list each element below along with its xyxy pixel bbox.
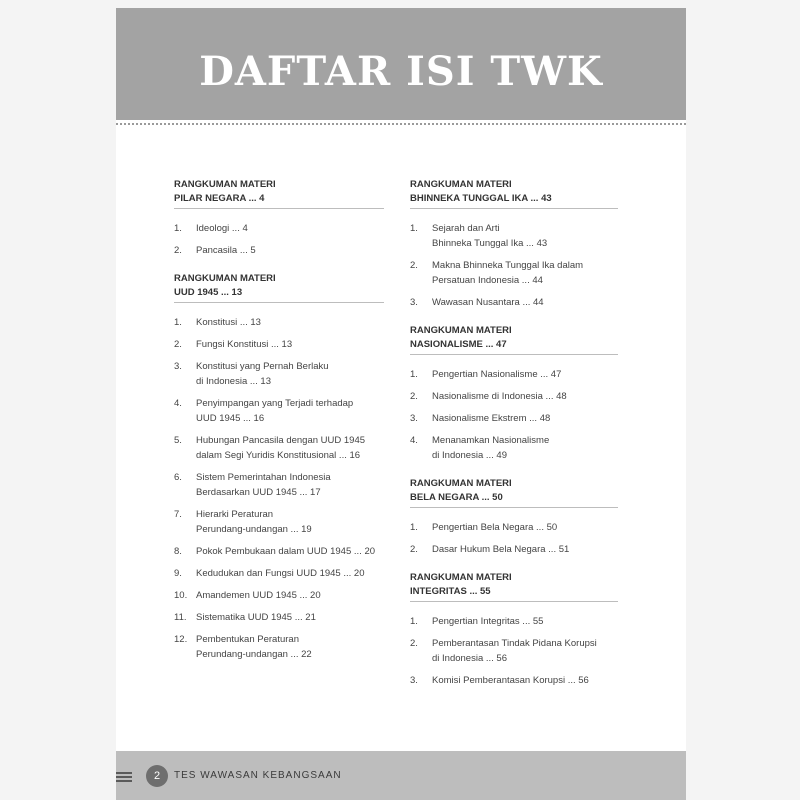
entry-text: Menanamkan Nasionalisme di Indonesia ... 49 xyxy=(432,435,550,461)
document-page xyxy=(116,8,686,800)
entry-number: 4. xyxy=(174,398,182,409)
toc-entry xyxy=(410,221,618,251)
section-title: RANGKUMAN MATERI BELA NEGARA ... 50 xyxy=(410,477,618,508)
entry-number: 2. xyxy=(410,391,418,402)
entry-number: 8. xyxy=(174,546,182,557)
toc-entry xyxy=(410,258,618,288)
dotted-divider xyxy=(116,123,686,125)
entry-text: Pengertian Integritas ... 55 xyxy=(432,616,544,627)
entry-text: Nasionalisme Ekstrem ... 48 xyxy=(432,413,551,424)
toc-entry xyxy=(174,396,384,426)
menu-lines-icon xyxy=(116,772,132,784)
toc-entry xyxy=(410,295,618,310)
toc-entry xyxy=(174,544,384,559)
toc-list xyxy=(410,614,618,688)
entry-text: Dasar Hukum Bela Negara ... 51 xyxy=(432,544,570,555)
section-title: RANGKUMAN MATERI PILAR NEGARA ... 4 xyxy=(174,178,384,209)
entry-text: Konstitusi ... 13 xyxy=(196,317,261,328)
entry-text: Pancasila ... 5 xyxy=(196,245,256,256)
toc-entry xyxy=(174,470,384,500)
toc-list xyxy=(174,221,384,258)
toc-section xyxy=(410,477,618,557)
entry-text: Komisi Pemberantasan Korupsi ... 56 xyxy=(432,675,589,686)
entry-number: 1. xyxy=(410,522,418,533)
entry-text: Hubungan Pancasila dengan UUD 1945 dalam Segi Yuridis Konstitusional ... 16 xyxy=(196,435,366,461)
page-number-badge: 2 xyxy=(146,765,168,787)
toc-section xyxy=(174,272,384,662)
toc-entry xyxy=(174,359,384,389)
page-title: DAFTAR ISI TWK xyxy=(199,48,603,95)
entry-text: Makna Bhinneka Tunggal Ika dalam Persatuan Indonesia ... 44 xyxy=(432,260,584,286)
toc-entry xyxy=(174,507,384,537)
toc-entry xyxy=(174,315,384,330)
entry-text: Kedudukan dan Fungsi UUD 1945 ... 20 xyxy=(196,568,365,579)
entry-number: 2. xyxy=(410,260,418,271)
entry-text: Konstitusi yang Pernah Berlaku di Indonesia ... 13 xyxy=(196,361,329,387)
entry-text: Pemberantasan Tindak Pidana Korupsi di Indonesia ... 56 xyxy=(432,638,597,664)
entry-number: 3. xyxy=(174,361,182,372)
entry-number: 2. xyxy=(174,245,182,256)
toc-entry xyxy=(174,337,384,352)
toc-entry xyxy=(174,610,384,625)
entry-text: Wawasan Nusantara ... 44 xyxy=(432,297,544,308)
toc-entry xyxy=(410,389,618,404)
section-title: RANGKUMAN MATERI BHINNEKA TUNGGAL IKA ... 43 xyxy=(410,178,618,209)
entry-number: 1. xyxy=(174,317,182,328)
toc-entry xyxy=(410,614,618,629)
entry-text: Sistematika UUD 1945 ... 21 xyxy=(196,612,316,623)
entry-number: 1. xyxy=(410,369,418,380)
toc-list xyxy=(174,315,384,662)
toc-left-column xyxy=(174,178,384,676)
entry-text: Amandemen UUD 1945 ... 20 xyxy=(196,590,321,601)
title-banner xyxy=(116,8,686,120)
toc-list xyxy=(410,520,618,557)
toc-entry xyxy=(410,636,618,666)
toc-entry xyxy=(174,632,384,662)
entry-text: Hierarki Peraturan Perundang-undangan ... 19 xyxy=(196,509,312,535)
entry-text: Pengertian Bela Negara ... 50 xyxy=(432,522,558,533)
entry-number: 7. xyxy=(174,509,182,520)
toc-entry xyxy=(174,433,384,463)
entry-number: 9. xyxy=(174,568,182,579)
toc-entry xyxy=(410,542,618,557)
entry-text: Sejarah dan Arti Bhinneka Tunggal Ika ... 43 xyxy=(432,223,548,249)
toc-section xyxy=(174,178,384,258)
section-title: RANGKUMAN MATERI INTEGRITAS ... 55 xyxy=(410,571,618,602)
toc-section xyxy=(410,178,618,310)
entry-number: 2. xyxy=(410,638,418,649)
toc-entry xyxy=(410,520,618,535)
page-footer xyxy=(116,751,686,800)
toc-entry xyxy=(174,221,384,236)
toc-entry xyxy=(410,673,618,688)
toc-list xyxy=(410,221,618,310)
entry-number: 5. xyxy=(174,435,182,446)
toc-list xyxy=(410,367,618,463)
entry-number: 1. xyxy=(410,223,418,234)
entry-number: 2. xyxy=(410,544,418,555)
toc-right-column xyxy=(410,178,618,702)
entry-number: 10. xyxy=(174,590,188,601)
entry-number: 3. xyxy=(410,413,418,424)
toc-section xyxy=(410,571,618,688)
toc-section xyxy=(410,324,618,463)
entry-number: 11. xyxy=(174,612,187,623)
entry-number: 3. xyxy=(410,297,418,308)
entry-text: Fungsi Konstitusi ... 13 xyxy=(196,339,293,350)
toc-entry xyxy=(410,367,618,382)
entry-text: Pengertian Nasionalisme ... 47 xyxy=(432,369,562,380)
entry-text: Pokok Pembukaan dalam UUD 1945 ... 20 xyxy=(196,546,376,557)
toc-entry xyxy=(410,411,618,426)
section-title: RANGKUMAN MATERI NASIONALISME ... 47 xyxy=(410,324,618,355)
entry-text: Penyimpangan yang Terjadi terhadap UUD 1945 ... 16 xyxy=(196,398,354,424)
entry-number: 1. xyxy=(174,223,182,234)
entry-text: Pembentukan Peraturan Perundang-undangan ... 22 xyxy=(196,634,312,660)
footer-label: TES WAWASAN KEBANGSAAN xyxy=(174,770,342,781)
toc-entry xyxy=(410,433,618,463)
entry-number: 3. xyxy=(410,675,418,686)
entry-number: 2. xyxy=(174,339,182,350)
entry-number: 6. xyxy=(174,472,182,483)
toc-entry xyxy=(174,566,384,581)
entry-text: Ideologi ... 4 xyxy=(196,223,248,234)
toc-entry xyxy=(174,243,384,258)
entry-text: Sistem Pemerintahan Indonesia Berdasarkan UUD 1945 ... 17 xyxy=(196,472,331,498)
entry-number: 1. xyxy=(410,616,418,627)
section-title: RANGKUMAN MATERI UUD 1945 ... 13 xyxy=(174,272,384,303)
entry-text: Nasionalisme di Indonesia ... 48 xyxy=(432,391,567,402)
toc-entry xyxy=(174,588,384,603)
entry-number: 12. xyxy=(174,634,188,645)
entry-number: 4. xyxy=(410,435,418,446)
